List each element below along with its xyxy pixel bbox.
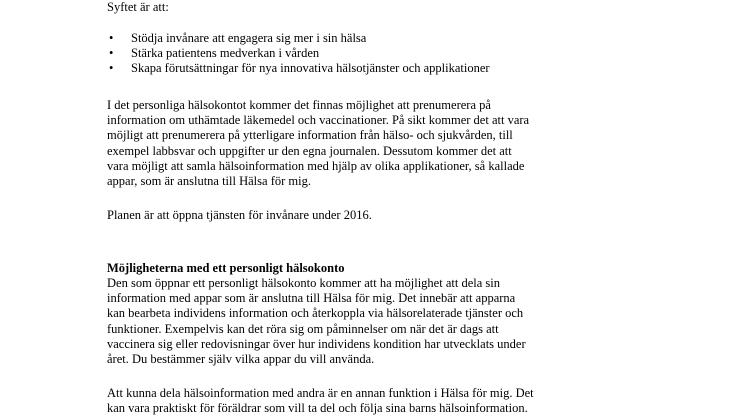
bullet-icon: • xyxy=(109,61,114,76)
paragraph-subscription: I det personliga hälsokontot kommer det finnas möjlighet att prenumerera på information om uthämtade läkemedel och vaccinationer. På sikt kommer det att vara möjligt att prenumerera på ytterligare information från hälso- och sjukvården, till exempel labbsvar och uppgifter ur den egna journalen. Dessutom kommer det att vara möjligt att samla hälsoinformation med hjälp av olika applikationer, så kallade appar, som är anslutna till Hälsa för mig. xyxy=(107,98,530,189)
bullet-icon: • xyxy=(109,31,114,45)
list-item: • Stärka patientens medverkan i vården xyxy=(109,46,320,61)
paragraph-sharing: Att kunna dela hälsoinformation med andra är en annan funktion i Hälsa för mig. Det kan vara praktiskt för föräldrar som vill ta del och följa sina barns hälsoinformation. xyxy=(107,386,534,416)
paragraph-possibilities: Den som öppnar ett personligt hälsokonto kommer att ha möjlighet att dela sin information med appar som är anslutna till Hälsa för mig. Det innebär att apparna kan bearbeta individens information och återkoppla via hälsorelaterade tjänster och funktioner. Exempelvis kan det röra sig om påminnelser om när det är dags att vaccinera sig eller redovisningar över hur individens kondition har utvecklats under året. Du bestämmer själv vilka appar du vill använda. xyxy=(107,276,526,367)
list-item: • Stödja invånare att engagera sig mer i sin hälsa xyxy=(109,31,367,45)
paragraph-launch-plan: Planen är att öppna tjänsten för invånare under 2016. xyxy=(107,208,372,222)
section-heading: Möjligheterna med ett personligt hälsokonto xyxy=(107,261,345,275)
bullet-list xyxy=(107,31,490,77)
list-item: • Skapa förutsättningar för nya innovativa hälsotjänster och applikationer xyxy=(109,61,490,76)
intro-text: Syftet är att: xyxy=(107,0,169,14)
bullet-icon: • xyxy=(109,46,114,61)
